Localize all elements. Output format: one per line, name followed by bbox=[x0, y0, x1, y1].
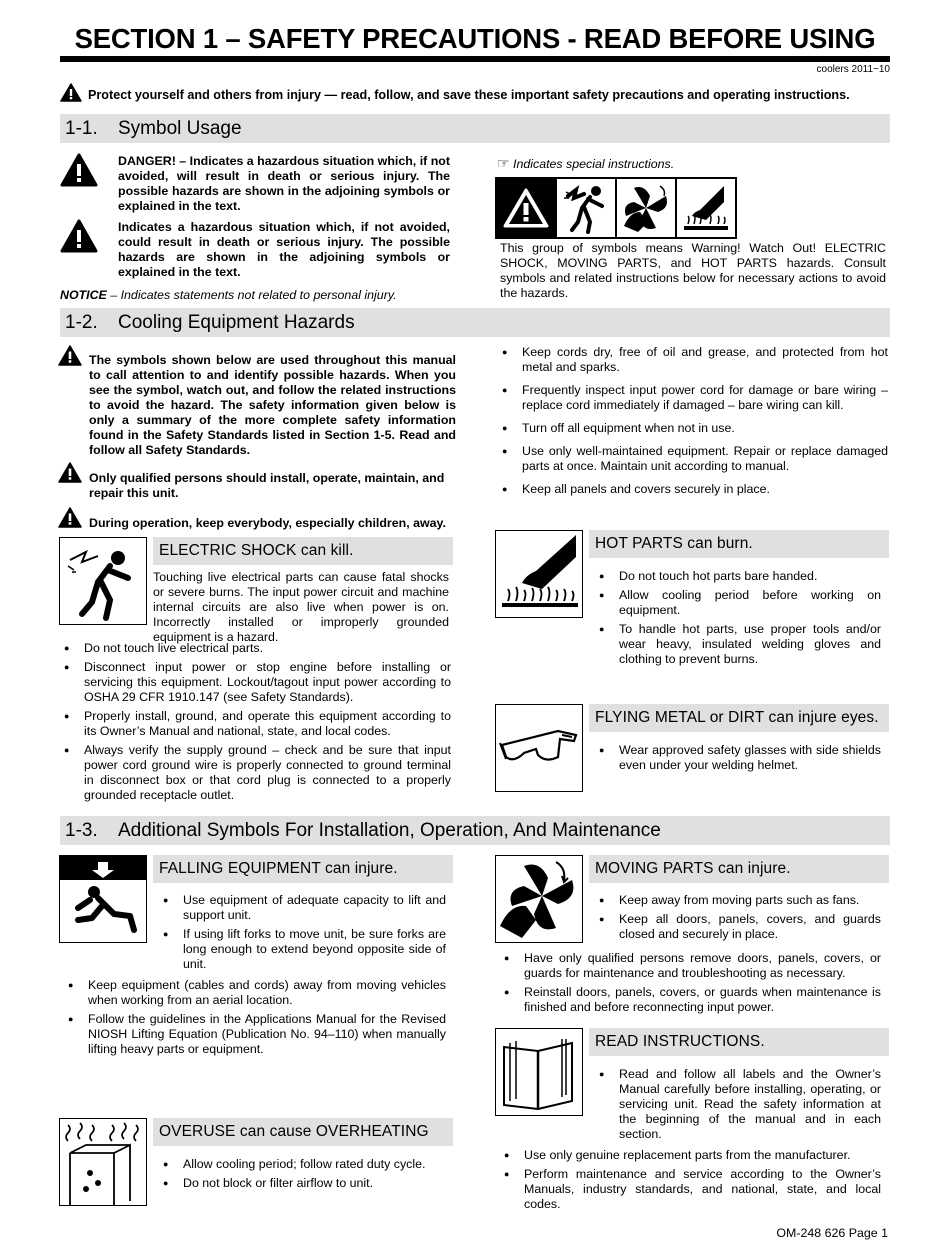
list-item: ● Keep all panels and covers securely in place. bbox=[502, 482, 888, 497]
list-item: ● Keep equipment (cables and cords) away from moving vehicles when working from an aerial location. bbox=[68, 978, 446, 1008]
list-item: ● Perform maintenance and service according to the Owner’s Manuals, industry standards, and national, state, and local codes. bbox=[504, 1167, 881, 1212]
list-item: ● Always verify the supply ground – check and be sure that input power cord ground wire is properly connected to ground terminal in disconnect box or that cord plug is connected to a properly grounded receptacle outlet. bbox=[64, 743, 451, 803]
warning-icon bbox=[60, 219, 98, 258]
electric-shock-heading: ELECTRIC SHOCK can kill. bbox=[153, 537, 453, 565]
section-number: 1-2. bbox=[65, 312, 98, 333]
notice-label: NOTICE bbox=[60, 288, 107, 302]
warning-triangle-icon bbox=[58, 507, 82, 533]
title-rule bbox=[60, 56, 890, 62]
warning-triangle-icon bbox=[60, 83, 82, 106]
danger-icon bbox=[60, 153, 98, 192]
notice-text bbox=[60, 288, 460, 303]
list-item: ● Follow the guidelines in the Applications Manual for the Revised NIOSH Lifting Equation (Publication No. 94–110) when manually lifting heavy parts or equipment. bbox=[68, 1012, 446, 1057]
list-item: ● Use only well-maintained equipment. Repair or replace damaged parts at once. Maintain unit according to manual. bbox=[502, 444, 888, 474]
flying-metal-symbol bbox=[495, 704, 583, 792]
moving-parts-bullets bbox=[504, 951, 881, 1019]
qualified-text: Only qualified persons should install, operate, maintain, and repair this unit. bbox=[89, 471, 445, 500]
section-title: Symbol Usage bbox=[118, 118, 242, 139]
hot-parts-symbol bbox=[495, 530, 583, 618]
list-item: ● Use equipment of adequate capacity to lift and support unit. bbox=[163, 893, 446, 923]
document-code: coolers 2011−10 bbox=[816, 64, 890, 75]
list-item: ● Disconnect input power or stop engine before installing or servicing this equipment. Lockout/tagout input power according to OSHA 29 CFR 1910.147 (see Safety Standards). bbox=[64, 660, 451, 705]
list-item: ● Use only genuine replacement parts from the manufacturer. bbox=[504, 1148, 881, 1163]
hot-parts-icon bbox=[676, 178, 736, 238]
list-item: ● Allow cooling period before working on equipment. bbox=[599, 588, 881, 618]
warning-text: Indicates a hazardous situation which, if not avoided, could result in death or serious injury. The possible hazards are shown in the adjoining symbols or explained in the text. bbox=[118, 220, 450, 279]
warning-symbol-icon bbox=[496, 178, 556, 238]
protect-statement bbox=[60, 83, 900, 106]
list-item: ● Have only qualified persons remove doors, panels, covers, or guards for maintenance and troubleshooting as necessary. bbox=[504, 951, 881, 981]
moving-parts-icon bbox=[616, 178, 676, 238]
list-item: ● If using lift forks to move unit, be sure forks are long enough to extend beyond opposite side of unit. bbox=[163, 927, 446, 972]
section-number: 1-1. bbox=[65, 118, 98, 139]
special-instructions bbox=[497, 156, 674, 172]
list-item: ● Properly install, ground, and operate this equipment according to its Owner’s Manual and national, state, and local codes. bbox=[64, 709, 451, 739]
moving-parts-symbol bbox=[495, 855, 583, 943]
flying-metal-heading: FLYING METAL or DIRT can injure eyes. bbox=[589, 704, 889, 732]
list-item: ● Allow cooling period; follow rated duty cycle. bbox=[163, 1157, 446, 1172]
page-title: SECTION 1 – SAFETY PRECAUTIONS - READ BEFORE USING bbox=[74, 23, 876, 54]
electric-shock-icon bbox=[556, 178, 616, 238]
moving-parts-heading: MOVING PARTS can injure. bbox=[589, 855, 889, 883]
section-1-1-heading bbox=[60, 114, 890, 143]
flying-metal-bullets bbox=[599, 743, 881, 777]
read-instructions-symbol bbox=[495, 1028, 583, 1116]
warning-triangle-icon bbox=[58, 345, 82, 371]
falling-equipment-bullets bbox=[68, 978, 446, 1061]
keep-away-text: During operation, keep everybody, especially children, away. bbox=[89, 516, 446, 530]
list-item: ● Reinstall doors, panels, covers, or guards when maintenance is finished and before reconnecting input power. bbox=[504, 985, 881, 1015]
list-item: ● To handle hot parts, use proper tools and/or wear heavy, insulated welding gloves and clothing to prevent burns. bbox=[599, 622, 881, 667]
symbol-group-text: This group of symbols means Warning! Watch Out! ELECTRIC SHOCK, MOVING PARTS, and HOT PARTS hazards. Consult symbols and related instructions below for necessary actions to avoid the hazards. bbox=[500, 241, 886, 300]
general-bullets bbox=[502, 345, 888, 501]
overheating-heading: OVERUSE can cause OVERHEATING bbox=[153, 1118, 453, 1146]
list-item: ● Turn off all equipment when not in use. bbox=[502, 421, 888, 436]
hazard-symbol-group bbox=[495, 177, 737, 239]
overheating-symbol bbox=[59, 1118, 147, 1206]
warning-triangle-icon bbox=[58, 462, 82, 488]
electric-shock-text: Touching live electrical parts can cause fatal shocks or severe burns. The input power circuit and machine internal circuits are also live when power is on. Incorrectly installed or improperly grounded equipment is a hazard. bbox=[153, 570, 449, 644]
read-instructions-inner-bullets bbox=[599, 1067, 881, 1146]
section-title: Additional Symbols For Installation, Operation, And Maintenance bbox=[118, 820, 661, 841]
falling-equipment-symbol bbox=[59, 855, 147, 943]
section-1-2-heading bbox=[60, 308, 890, 337]
moving-parts-inner-bullets bbox=[599, 893, 881, 946]
list-item: ● Keep away from moving parts such as fans. bbox=[599, 893, 881, 908]
list-item: ● Frequently inspect input power cord for damage or bare wiring – replace cord immediately if damaged – bare wiring can kill. bbox=[502, 383, 888, 413]
danger-text: DANGER! – Indicates a hazardous situation which, if not avoided, will result in death or serious injury. The possible hazards are shown in the adjoining symbols or explained in the text. bbox=[118, 154, 450, 213]
hot-parts-heading: HOT PARTS can burn. bbox=[589, 530, 889, 558]
section-1-3-heading bbox=[60, 816, 890, 845]
electric-shock-symbol bbox=[59, 537, 147, 625]
overheating-bullets bbox=[163, 1157, 446, 1195]
pointing-hand-icon: ☞ bbox=[497, 155, 510, 171]
list-item: ● Read and follow all labels and the Owner’s Manual carefully before installing, operating, or servicing unit. Read the safety information at the beginning of the manual and in each section. bbox=[599, 1067, 881, 1142]
electric-shock-bullets bbox=[64, 641, 451, 807]
list-item: ● Keep cords dry, free of oil and grease, and protected from hot metal and sparks. bbox=[502, 345, 888, 375]
section-number: 1-3. bbox=[65, 820, 98, 841]
list-item: ● Do not touch hot parts bare handed. bbox=[599, 569, 881, 584]
hot-parts-bullets bbox=[599, 569, 881, 671]
read-instructions-heading: READ INSTRUCTIONS. bbox=[589, 1028, 889, 1056]
special-instructions-text: Indicates special instructions. bbox=[513, 157, 675, 171]
list-item: ● Keep all doors, panels, covers, and guards closed and securely in place. bbox=[599, 912, 881, 942]
section-title: Cooling Equipment Hazards bbox=[118, 312, 355, 333]
page-footer: OM-248 626 Page 1 bbox=[776, 1226, 888, 1240]
intro-text: The symbols shown below are used throughout this manual to call attention to and identify possible hazards. When you see the symbol, watch out, and follow the related instructions to avoid the hazard. The safety information given below is only a summary of the more complete safety information found in the Safety Standards listed in Section 1-5. Read and follow all Safety Standards. bbox=[89, 353, 456, 457]
list-item: ● Do not block or filter airflow to unit. bbox=[163, 1176, 446, 1191]
list-item: ● Do not touch live electrical parts. bbox=[64, 641, 451, 656]
notice-description: – Indicates statements not related to personal injury. bbox=[106, 288, 397, 302]
protect-text: Protect yourself and others from injury — read, follow, and save these important safety precautions and operating instructions. bbox=[88, 88, 850, 102]
falling-equipment-inner-bullets bbox=[163, 893, 446, 976]
read-instructions-bullets bbox=[504, 1148, 881, 1216]
falling-equipment-heading: FALLING EQUIPMENT can injure. bbox=[153, 855, 453, 883]
list-item: ● Wear approved safety glasses with side shields even under your welding helmet. bbox=[599, 743, 881, 773]
